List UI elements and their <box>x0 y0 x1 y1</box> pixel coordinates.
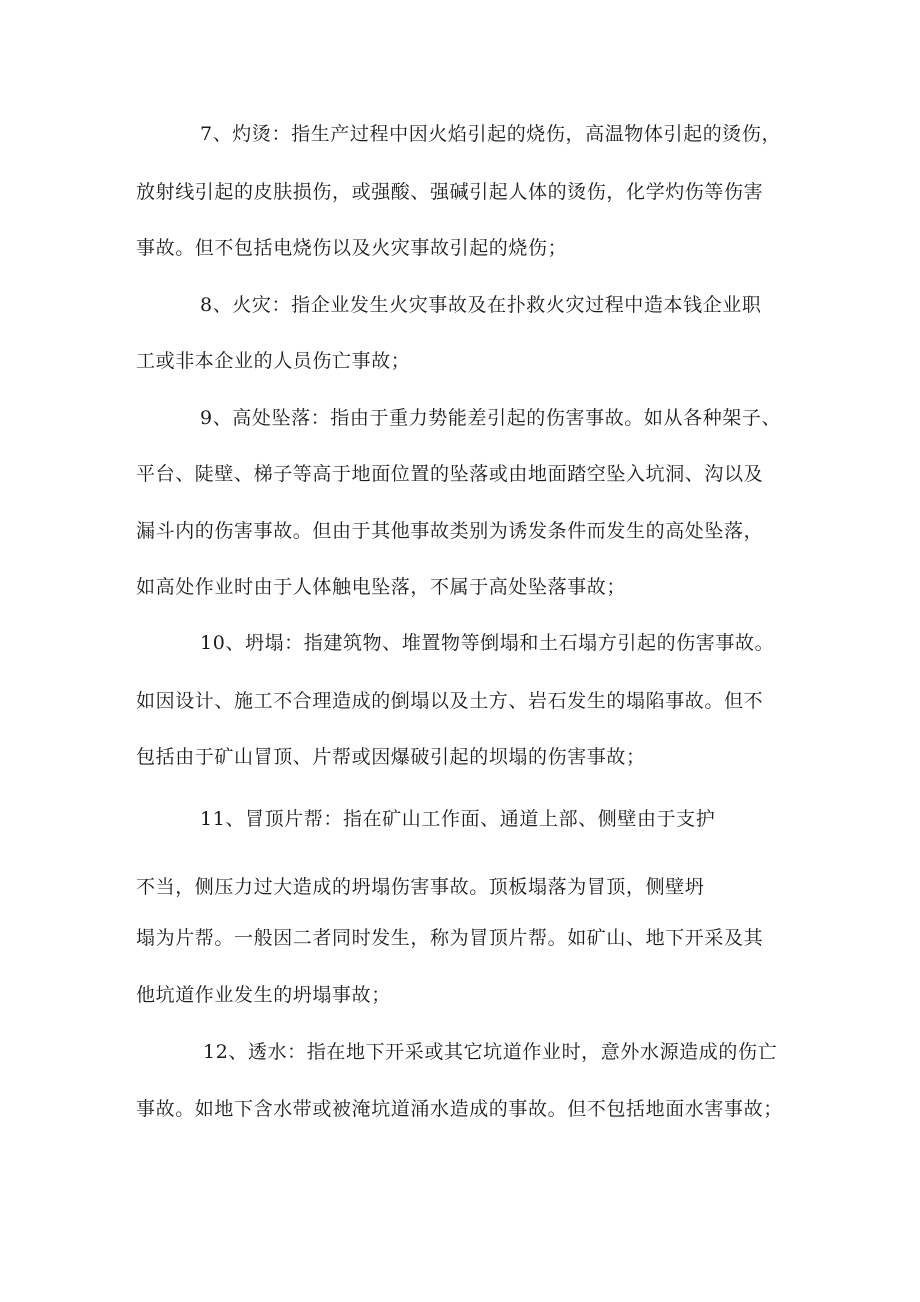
paragraph-11-line-3: 塌为片帮。一般因二者同时发生，称为冒顶片帮。如矿山、地下开采及其 <box>136 927 764 949</box>
paragraph-11-line-1: 11、冒顶片帮：指在矿山工作面、通道上部、侧壁由于支护 <box>200 808 716 830</box>
paragraph-12-line-2: 事故。如地下含水带或被淹坑道涌水造成的事故。但不包括地面水害事故； <box>136 1098 783 1120</box>
paragraph-11-line-4: 他坑道作业发生的坍塌事故； <box>136 984 391 1006</box>
paragraph-7-line-1: 7、灼烫：指生产过程中因火焰引起的烧伤，高温物体引起的烫伤， <box>200 123 782 145</box>
paragraph-10-line-2: 如因设计、施工不合理造成的倒塌以及土方、岩石发生的塌陷事故。但不 <box>136 690 764 712</box>
paragraph-10-line-3: 包括由于矿山冒顶、片帮或因爆破引起的坝塌的伤害事故； <box>136 746 646 768</box>
paragraph-10-line-1: 10、坍塌：指建筑物、堆置物等倒塌和土石塌方引起的伤害事故。 <box>200 632 775 654</box>
paragraph-12-line-1: 12、透水：指在地下开采或其它坑道作业时，意外水源造成的伤亡 <box>203 1041 778 1063</box>
paragraph-7-line-3: 事故。但不包括电烧伤以及火灾事故引起的烧伤； <box>136 237 568 259</box>
paragraph-9-line-4: 如高处作业时由于人体触电坠落，不属于高处坠落事故； <box>136 576 627 598</box>
paragraph-8-line-2: 工或非本企业的人员伤亡事故； <box>136 350 411 372</box>
paragraph-9-line-3: 漏斗内的伤害事故。但由于其他事故类别为诱发条件而发生的高处坠落， <box>136 520 764 542</box>
paragraph-7-line-2: 放射线引起的皮肤损伤，或强酸、强碱引起人体的烫伤，化学灼伤等伤害 <box>136 181 764 203</box>
paragraph-9-line-2: 平台、陡壁、梯子等高于地面位置的坠落或由地面踏空坠入坑洞、沟以及 <box>136 463 764 485</box>
paragraph-8-line-1: 8、火灾：指企业发生火灾事故及在扑救火灾过程中造本钱企业职 <box>200 294 762 316</box>
paragraph-11-line-2: 不当，侧压力过大造成的坍塌伤害事故。顶板塌落为冒顶，侧壁坍 <box>136 876 705 898</box>
paragraph-9-line-1: 9、高处坠落：指由于重力势能差引起的伤害事故。如从各种架子、 <box>200 407 782 429</box>
